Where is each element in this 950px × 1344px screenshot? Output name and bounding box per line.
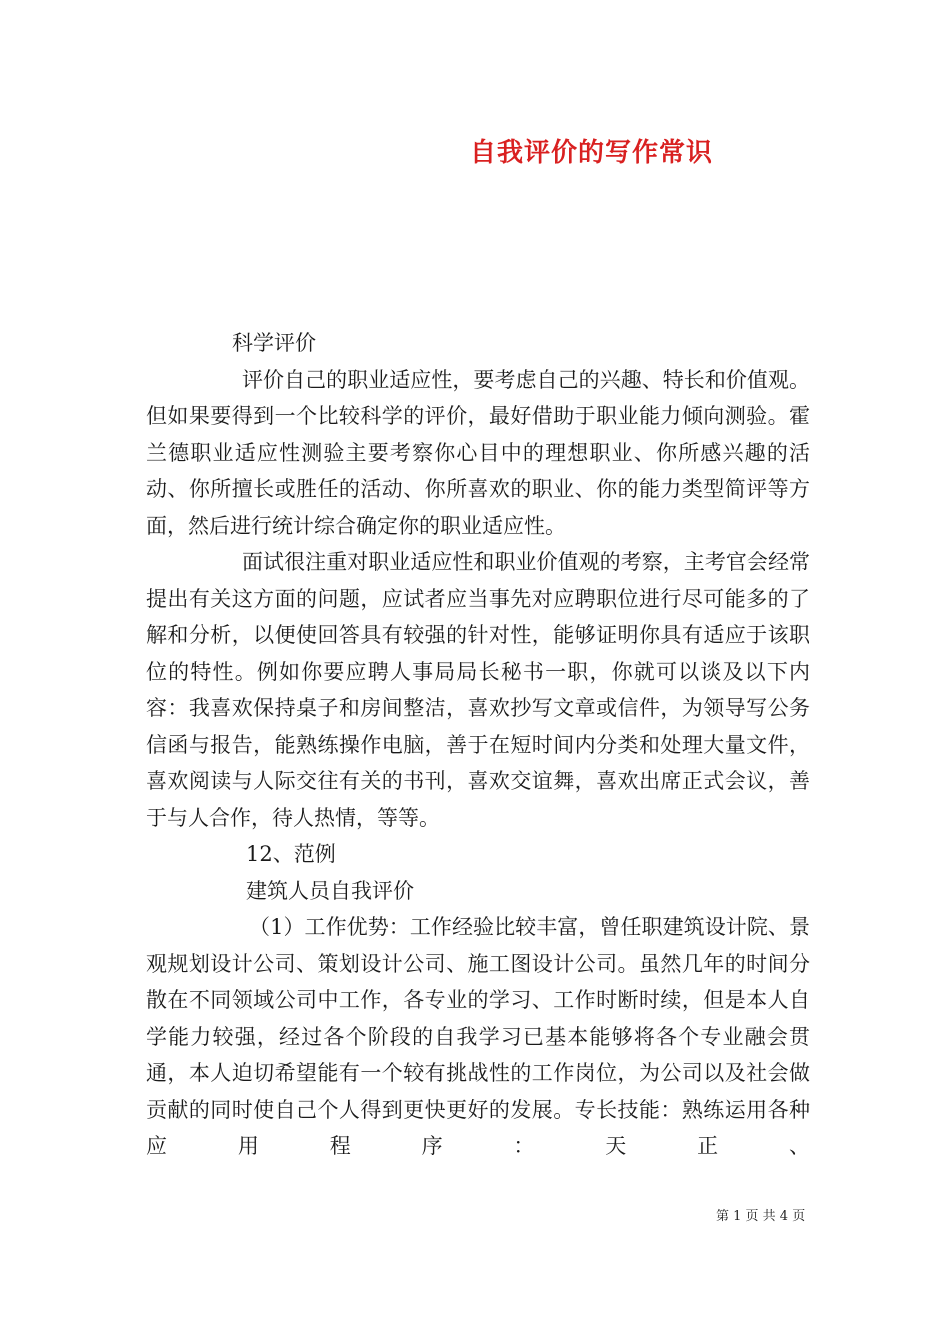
- document-title: 自我评价的写作常识: [470, 138, 714, 168]
- paragraph-interview: 面试很注重对职业适应性和职业价值观的考察，主考官会经常提出有关这方面的问题，应试者应当事先对应聘职位进行尽可能多的了解和分析，以便使回答具有较强的针对性，能够证明你具有适应于该职位的特性。例如你要应聘人事局局长秘书一职，你就可以谈及以下内容：我喜欢保持桌子和房间整洁，喜欢抄写文章或信件，为领导写公务信函与报告，能熟练操作电脑，善于在短时间内分类和处理大量文件，喜欢阅读与人际交往有关的书刊，喜欢交谊舞，喜欢出席正式会议，善于与人合作，待人热情，等等。: [146, 550, 810, 830]
- page-number-footer: 第 1 页 共 4 页: [716, 1209, 806, 1224]
- paragraph-career-fit: 评价自己的职业适应性，要考虑自己的兴趣、特长和价值观。但如果要得到一个比较科学的评价，最好借助于职业能力倾向测验。霍兰德职业适应性测验主要考察你心目中的理想职业、你所感兴趣的活动、你所擅长或胜任的活动、你所喜欢的职业、你的能力类型简评等方面，然后进行统计综合确定你的职业适应性。: [146, 367, 810, 538]
- paragraph-work-advantages: （1）工作优势：工作经验比较丰富，曾任职建筑设计院、景观规划设计公司、策划设计公司、施工图设计公司。虽然几年的时间分散在不同领域公司中工作，各专业的学习、工作时断时续，但是本人自学能力较强，经过各个阶段的自我学习已基本能够将各个专业融会贯通，本人迫切希望能有一个较有挑战性的工作岗位，为公司以及社会做贡献的同时使自己个人得到更快更好的发展。专长技能：熟练运用各种应用程序：天正、: [146, 915, 810, 1158]
- section-heading-scientific-evaluation: 科学评价: [232, 331, 316, 355]
- section-heading-example: 12、范例: [246, 842, 336, 866]
- document-body: [146, 325, 810, 1165]
- section-heading-architect: 建筑人员自我评价: [246, 878, 414, 903]
